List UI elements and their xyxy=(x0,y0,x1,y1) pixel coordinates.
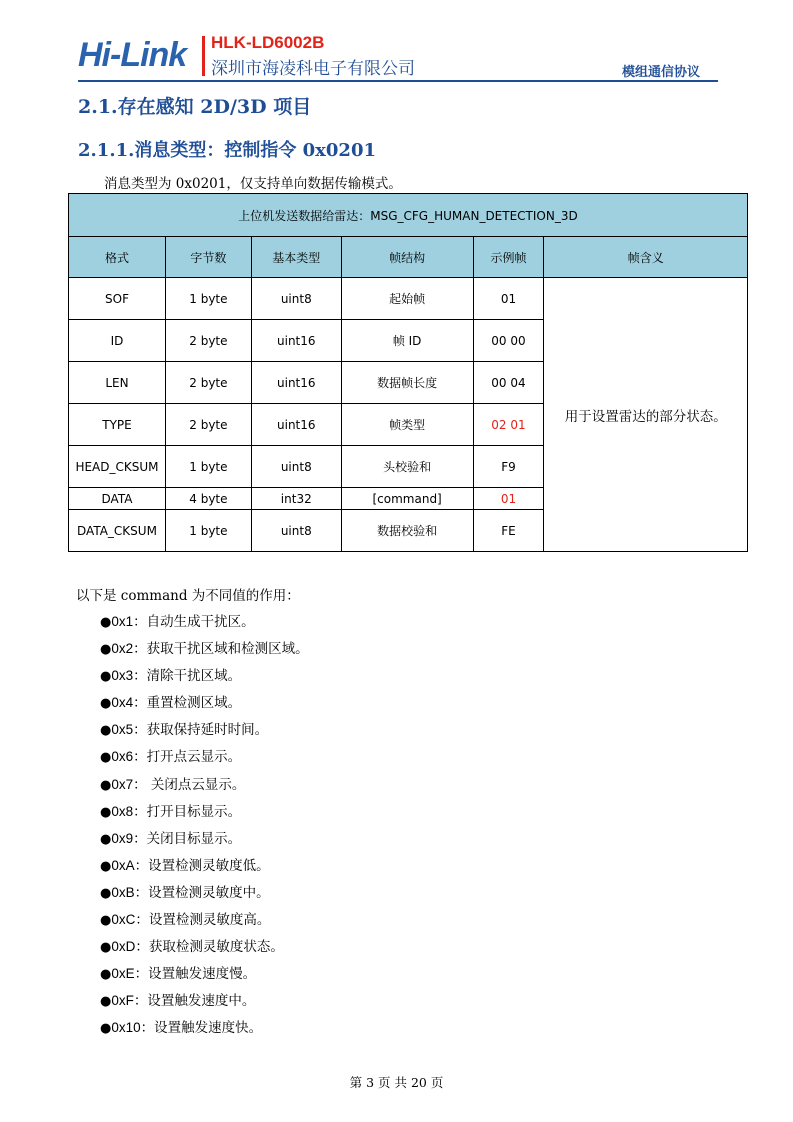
table-row xyxy=(69,278,748,320)
bullet-icon: ● xyxy=(100,885,112,901)
bullet-icon: ● xyxy=(100,858,112,874)
command-code: 0xD： xyxy=(111,939,149,955)
list-item xyxy=(100,662,309,689)
table-cell-format: LEN xyxy=(69,362,166,404)
bullet-icon: ● xyxy=(100,642,112,658)
frame-structure-table xyxy=(68,193,748,552)
table-cell-bytes: 4 byte xyxy=(165,488,251,510)
bullet-icon: ● xyxy=(100,669,112,685)
subsection-heading: 2.1.1.消息类型：控制指令 0x0201 xyxy=(78,140,376,161)
list-item xyxy=(100,1014,309,1041)
bullet-icon: ● xyxy=(100,913,112,929)
table-cell-struct: 帧类型 xyxy=(341,404,473,446)
command-description: 打开点云显示。 xyxy=(146,749,242,766)
table-cell-type: uint16 xyxy=(251,404,341,446)
command-list xyxy=(100,608,309,1042)
bullet-icon: ● xyxy=(100,994,112,1010)
table-cell-type: uint8 xyxy=(251,446,341,488)
table-cell-bytes: 1 byte xyxy=(165,278,251,320)
page-header xyxy=(78,30,718,80)
table-caption: 上位机发送数据给雷达：MSG_CFG_HUMAN_DETECTION_3D xyxy=(69,194,748,237)
command-description: 获取检测灵敏度状态。 xyxy=(148,939,284,956)
command-code: 0xE： xyxy=(111,966,149,982)
table-cell-type: uint8 xyxy=(251,510,341,552)
table-cell-example: 02 01 xyxy=(473,404,544,446)
bullet-icon: ● xyxy=(100,940,112,956)
command-description: 设置触发速度慢。 xyxy=(148,966,257,983)
table-header-cell: 帧含义 xyxy=(544,237,748,278)
table-cell-struct: 起始帧 xyxy=(341,278,473,320)
table-header-cell: 示例帧 xyxy=(473,237,544,278)
command-code: 0x7： xyxy=(111,776,147,792)
table-cell-bytes: 2 byte xyxy=(165,362,251,404)
table-cell-type: uint16 xyxy=(251,362,341,404)
command-description: 自动生成干扰区。 xyxy=(146,614,255,630)
table-cell-struct: 帧 ID xyxy=(341,320,473,362)
command-description: 获取保持延时时间。 xyxy=(146,722,269,739)
table-cell-struct: [command] xyxy=(341,488,473,510)
command-description: 设置检测灵敏度中。 xyxy=(148,884,270,901)
command-code: 0xA： xyxy=(111,857,149,873)
bullet-icon: ● xyxy=(100,967,112,983)
table-cell-example: 01 xyxy=(473,488,544,510)
table-cell-struct: 数据校验和 xyxy=(341,510,473,552)
table-header-cell: 格式 xyxy=(69,237,166,278)
table-cell-format: SOF xyxy=(69,278,166,320)
list-item xyxy=(100,716,309,743)
bullet-icon: ● xyxy=(100,777,112,793)
table-cell-type: uint16 xyxy=(251,320,341,362)
bullet-icon: ● xyxy=(100,696,112,712)
header-divider xyxy=(202,36,205,76)
command-code: 0x1： xyxy=(111,614,147,629)
table-cell-example: 00 04 xyxy=(473,362,544,404)
bullet-icon: ● xyxy=(100,804,112,820)
table-cell-type: uint8 xyxy=(251,278,341,320)
bullet-icon: ● xyxy=(100,831,112,847)
table-cell-example: 00 00 xyxy=(473,320,544,362)
bullet-icon: ● xyxy=(100,750,112,766)
command-code: 0x4： xyxy=(111,695,147,711)
table-header-cell: 基本类型 xyxy=(251,237,341,278)
document-type: 模组通信协议 xyxy=(622,65,701,80)
command-code: 0x10： xyxy=(111,1020,155,1036)
command-description: 关闭目标显示。 xyxy=(146,830,242,847)
table-cell-format: ID xyxy=(69,320,166,362)
list-item xyxy=(100,906,309,933)
command-description: 关闭点云显示。 xyxy=(146,776,246,793)
command-description: 清除干扰区域。 xyxy=(146,668,242,685)
command-code: 0xC： xyxy=(111,912,149,928)
header-rule xyxy=(78,80,718,82)
table-cell-type: int32 xyxy=(251,488,341,510)
command-description: 设置触发速度快。 xyxy=(154,1020,263,1037)
list-item xyxy=(100,960,309,987)
list-item xyxy=(100,689,309,716)
list-item xyxy=(100,987,309,1014)
table-cell-bytes: 1 byte xyxy=(165,446,251,488)
list-item xyxy=(100,608,309,635)
list-item xyxy=(100,879,309,906)
table-cell-example: 01 xyxy=(473,278,544,320)
command-description: 设置检测灵敏度高。 xyxy=(148,912,271,929)
command-code: 0xF： xyxy=(111,993,148,1009)
table-header-cell: 字节数 xyxy=(165,237,251,278)
list-item xyxy=(100,852,309,879)
frame-meaning-cell: 用于设置雷达的部分状态。 xyxy=(544,278,748,552)
bullet-icon: ● xyxy=(100,1021,112,1037)
table-cell-format: DATA xyxy=(69,488,166,510)
company-name: 深圳市海凌科电子有限公司 xyxy=(211,59,415,79)
table-header-cell: 帧结构 xyxy=(341,237,473,278)
command-code: 0x8： xyxy=(111,803,147,819)
section-heading: 2.1.存在感知 2D/3D 项目 xyxy=(78,96,312,118)
model-name: HLK-LD6002B xyxy=(211,33,325,52)
list-item xyxy=(100,798,309,825)
table-cell-bytes: 2 byte xyxy=(165,320,251,362)
table-cell-example: FE xyxy=(473,510,544,552)
bullet-icon: ● xyxy=(100,723,112,739)
command-code: 0x3： xyxy=(111,668,147,684)
table-cell-format: TYPE xyxy=(69,404,166,446)
list-item xyxy=(100,825,309,852)
commands-intro: 以下是 command 为不同值的作用： xyxy=(76,588,300,604)
section-description: 消息类型为 0x0201，仅支持单向数据传输模式。 xyxy=(104,176,402,192)
command-code: 0x9： xyxy=(111,830,147,846)
command-description: 设置触发速度中。 xyxy=(147,993,256,1010)
table-cell-bytes: 2 byte xyxy=(165,404,251,446)
table-cell-struct: 头校验和 xyxy=(341,446,473,488)
page-footer: 第 3 页 共 20 页 xyxy=(349,1075,444,1090)
command-description: 获取干扰区域和检测区域。 xyxy=(146,641,309,658)
command-code: 0x2： xyxy=(111,641,147,657)
list-item xyxy=(100,771,309,798)
command-description: 打开目标显示。 xyxy=(146,803,242,820)
command-code: 0x6： xyxy=(111,749,147,765)
bullet-icon: ● xyxy=(100,615,112,630)
table-cell-struct: 数据帧长度 xyxy=(341,362,473,404)
list-item xyxy=(100,933,309,960)
list-item xyxy=(100,635,309,662)
company-logo: Hi-Link xyxy=(78,36,187,74)
command-code: 0xB： xyxy=(111,884,149,900)
table-cell-example: F9 xyxy=(473,446,544,488)
table-cell-bytes: 1 byte xyxy=(165,510,251,552)
command-description: 设置检测灵敏度低。 xyxy=(148,857,270,874)
table-cell-format: HEAD_CKSUM xyxy=(69,446,166,488)
table-cell-format: DATA_CKSUM xyxy=(69,510,166,552)
list-item xyxy=(100,743,309,770)
command-description: 重置检测区域。 xyxy=(146,695,242,712)
command-code: 0x5： xyxy=(111,722,147,738)
